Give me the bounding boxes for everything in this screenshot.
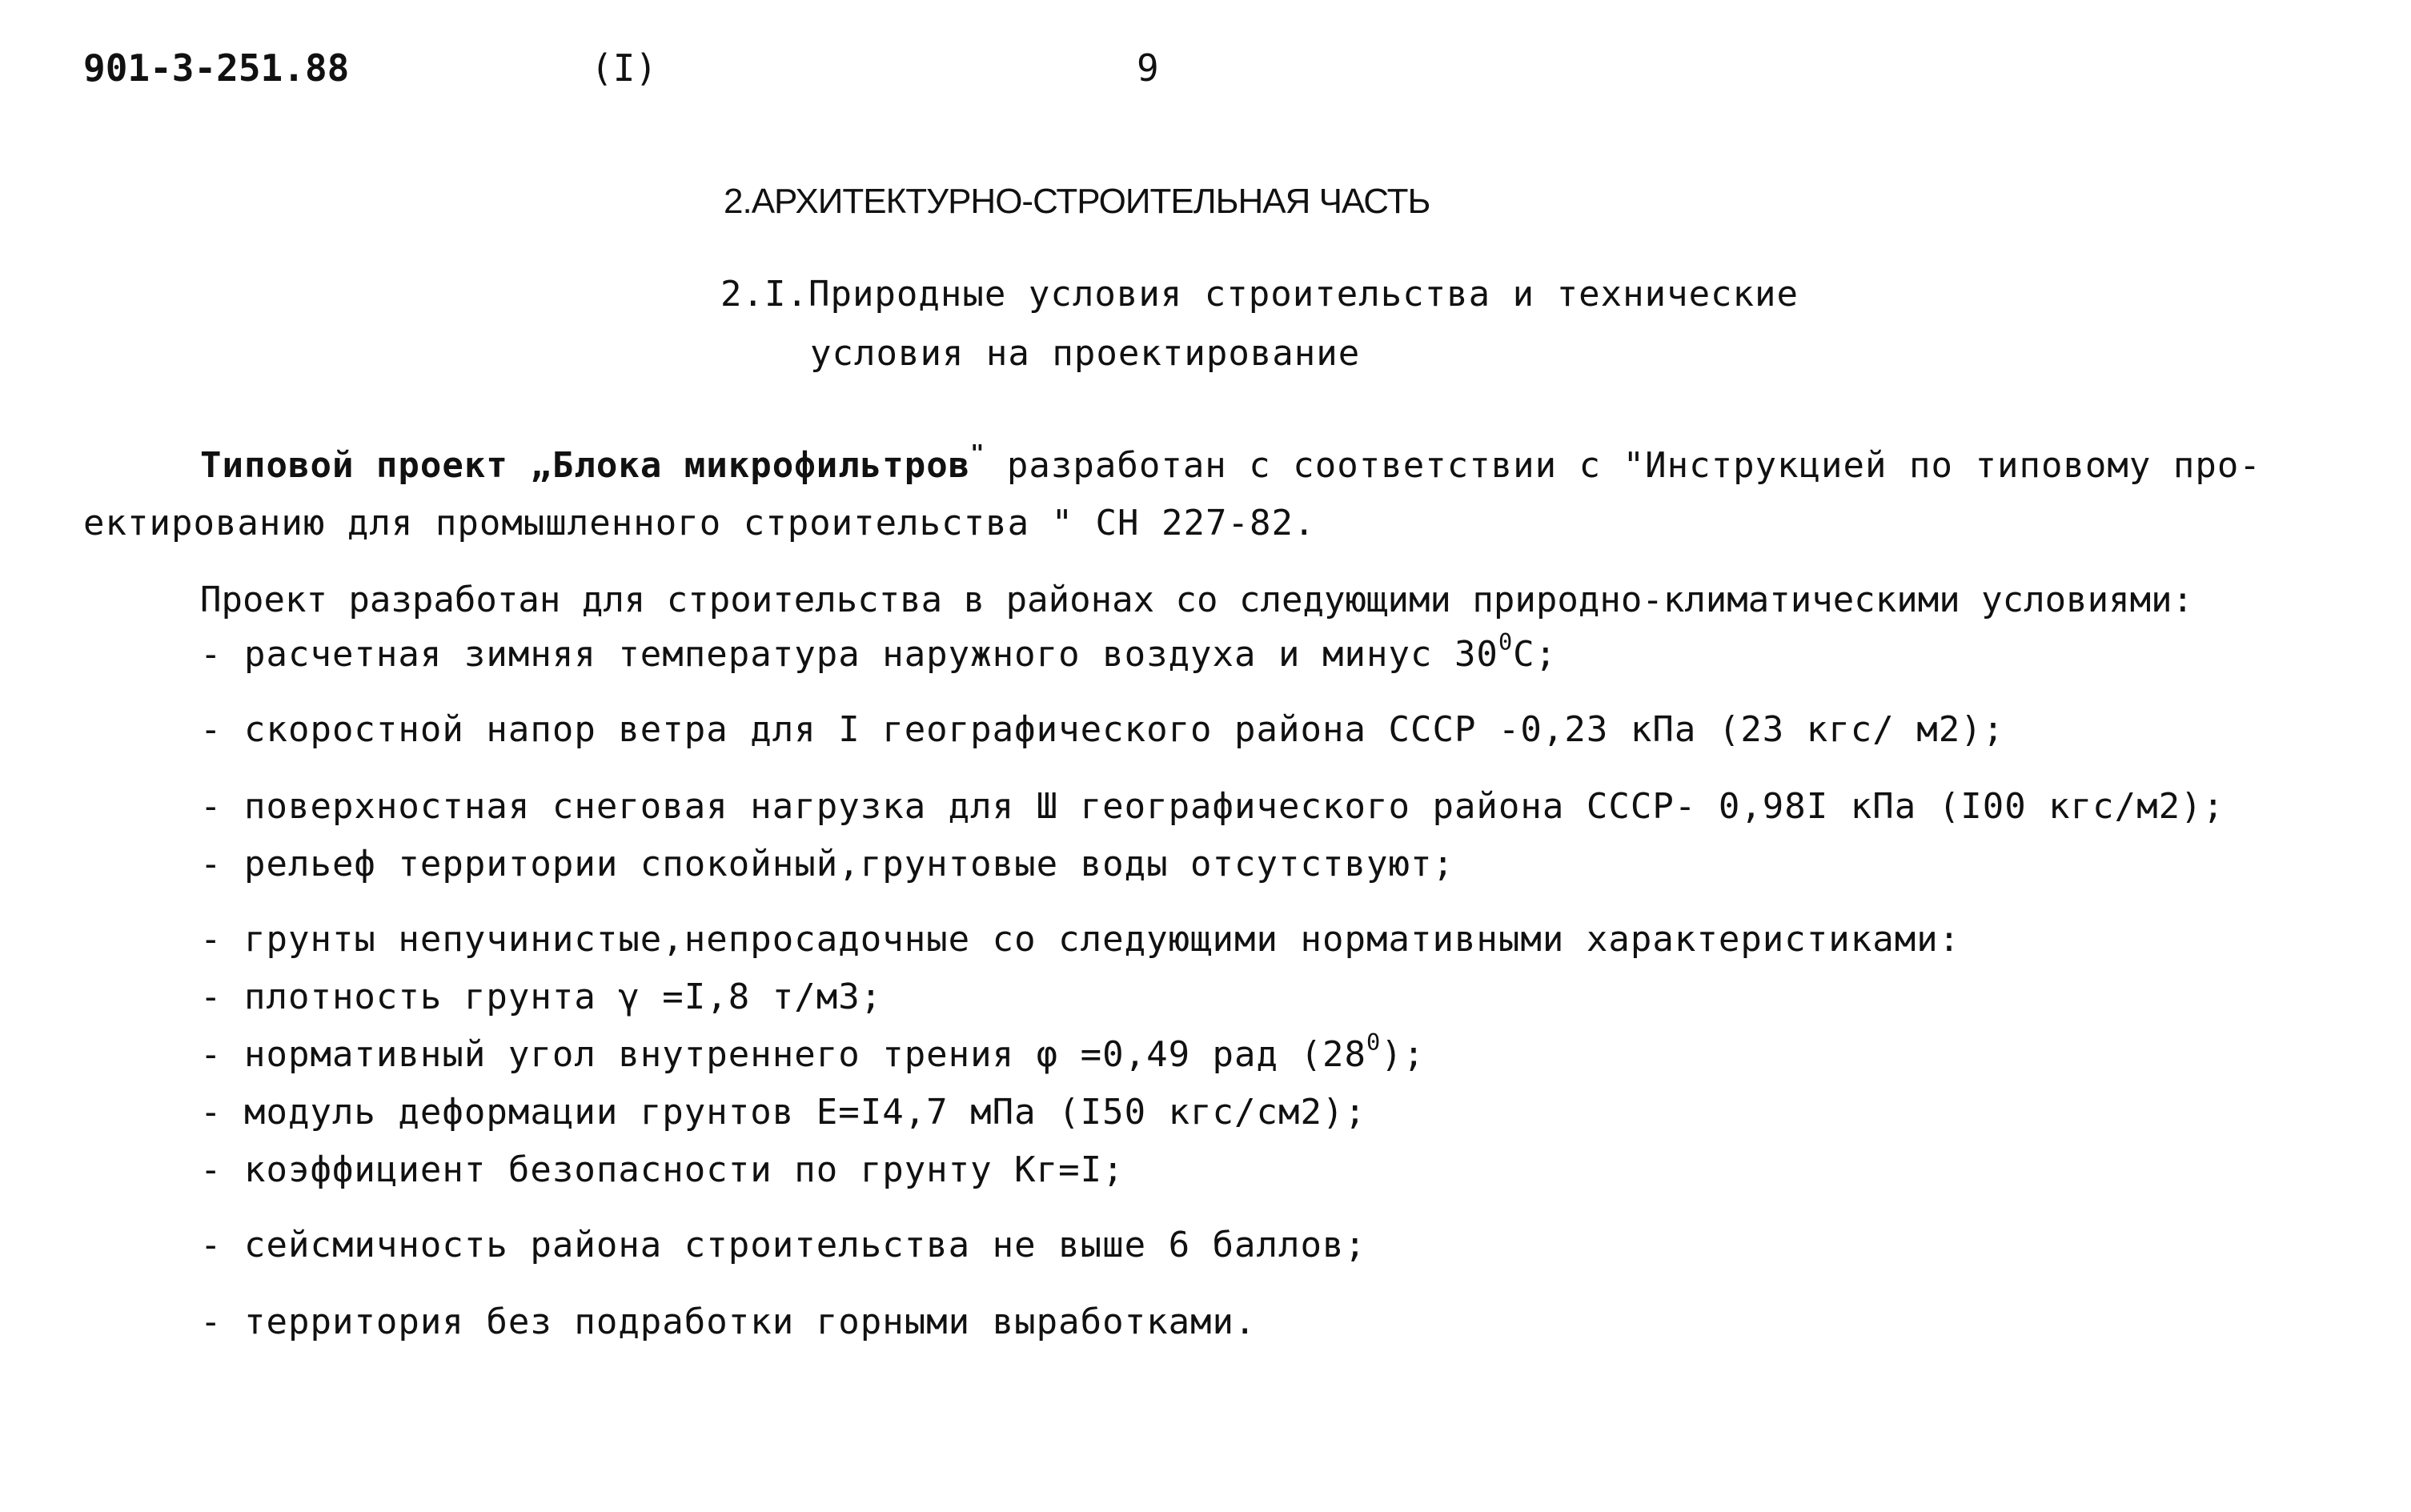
temperature-unit: С;	[1513, 634, 1558, 675]
soil-friction	[200, 1028, 1426, 1075]
p1-project-name: Блока микрофильтров	[552, 445, 971, 486]
p1-quote-open: „	[530, 445, 552, 486]
doc-code: 901-3-251.88	[83, 46, 350, 90]
friction-degree: 0	[1366, 1028, 1382, 1056]
snow-item: - поверхностная снеговая нагрузка для Ш географического района СССР- 0,98I кПа (I00 кгс/м2);	[200, 786, 2225, 827]
p1-rest: разработан с соответствии с "Инструкцией по типовому про-	[985, 445, 2261, 486]
subsection-title-line2: условия на проектирование	[810, 333, 1361, 374]
soil-safety: - коэффициент безопасности по грунту Кг=I;	[200, 1149, 1125, 1190]
page-number: 9	[1137, 46, 1159, 90]
relief-item: - рельеф территории спокойный,грунтовые воды отсутствуют;	[200, 844, 1454, 884]
p1-quote-close: "	[970, 439, 985, 467]
paragraph-1-line-2: ектированию для промышленного строительства " СН 227-82.	[83, 503, 1316, 543]
temperature-text: - расчетная зимняя температура наружного воздуха и минус 30	[200, 634, 1498, 675]
p1-lead: Типовой проект	[200, 445, 531, 486]
paragraph-1-line-1	[200, 439, 2261, 486]
temperature-item	[200, 628, 1558, 675]
soil-intro: - грунты непучинистые,непросадочные со следующими нормативными характеристиками:	[200, 919, 1961, 960]
soil-density: - плотность грунта γ =I,8 т/м3;	[200, 977, 883, 1017]
friction-end: );	[1381, 1034, 1426, 1075]
wind-item: - скоростной напор ветра для I географического района СССР -0,23 кПа (23 кгс/ м2);	[200, 709, 2005, 750]
temperature-degree: 0	[1498, 628, 1514, 656]
part-number: (I)	[591, 46, 658, 90]
territory-item: - территория без подработки горными выработками.	[200, 1301, 1257, 1342]
friction-text: - нормативный угол внутреннего трения φ =0,49 рад (28	[200, 1034, 1366, 1075]
soil-modulus: - модуль деформации грунтов Е=I4,7 мПа (I50 кгс/см2);	[200, 1092, 1366, 1133]
section-title: 2.АРХИТЕКТУРНО-СТРОИТЕЛЬНАЯ ЧАСТЬ	[724, 182, 1430, 221]
subsection-title-line1: 2.I.Природные условия строительства и технические	[720, 274, 1799, 315]
seismic-item: - сейсмичность района строительства не выше 6 баллов;	[200, 1225, 1366, 1265]
paragraph-2-intro: Проект разработан для строительства в районах со следующими природно-климатическими условиями:	[200, 580, 2194, 620]
